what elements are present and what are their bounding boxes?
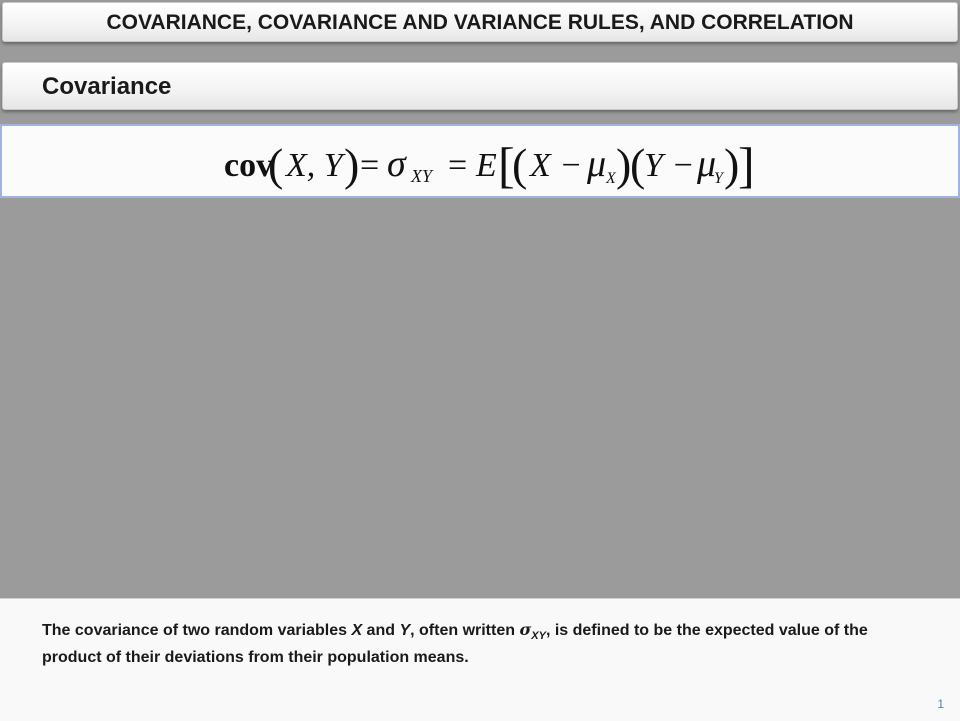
expectation-operator: E [476,147,497,184]
cov-function: cov [224,147,274,184]
definition-part-1: The covariance of two random variables [42,622,352,639]
equals-sign: = [360,147,380,184]
close-paren: ) [344,139,360,190]
open-paren-x: ( [512,139,528,190]
close-bracket: ] [738,137,755,193]
section-bar [2,62,958,110]
variable-x: X [351,622,363,639]
close-paren-y: ) [724,139,740,190]
open-paren-y: ( [630,139,646,190]
close-paren-x: ) [616,139,632,190]
formula-box [0,124,960,198]
mu-x-symbol: μ [587,143,607,185]
open-bracket: [ [498,137,515,193]
mu-x-subscript: X [606,170,616,187]
definition-part-4: , is defined to be the expected value of the product of their deviations from their population means. [42,622,868,667]
definition-part-3: , often written [410,622,520,639]
x-minus: X − [530,147,583,184]
definition-text [42,619,922,669]
definition-part-2: and [362,622,400,639]
covariance-formula [2,126,958,196]
page-number: 1 [937,697,944,711]
title-bar [2,2,958,42]
equals-sign-2: = [448,147,468,184]
section-title: Covariance [42,73,172,100]
mu-y-subscript: Y [714,170,723,187]
variable-y: Y [399,622,411,639]
slide-title: COVARIANCE, COVARIANCE AND VARIANCE RULES, AND CORRELATION [106,11,854,34]
sigma-symbol-inline: σ [519,620,532,639]
y-minus: Y − [644,147,695,184]
cov-args: X, Y [286,147,343,184]
sigma-subscript: XY [411,166,433,186]
open-paren: ( [268,139,284,190]
sigma-symbol: σ [387,143,406,185]
sigma-subscript-inline: XY [531,630,546,643]
mu-y-symbol: μ [697,143,717,185]
definition-panel [0,598,960,721]
